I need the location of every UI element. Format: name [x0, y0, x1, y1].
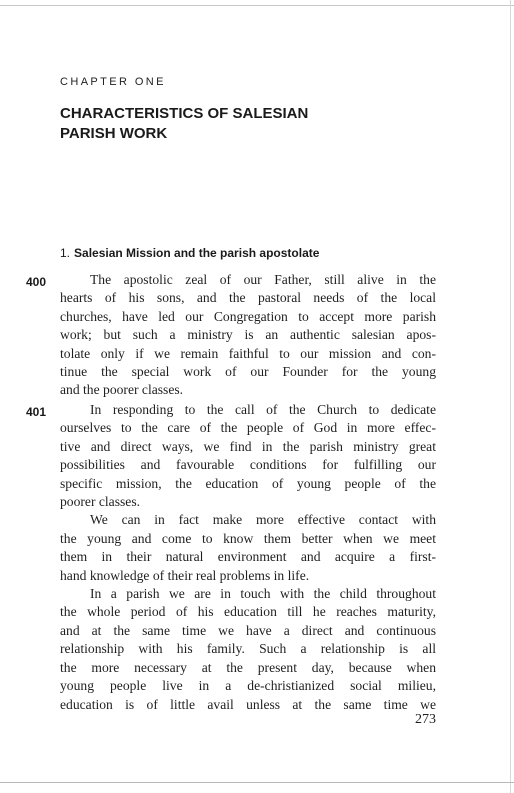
text-line: and the poorer classes.	[60, 382, 184, 398]
chapter-title-line: CHARACTERISTICS OF SALESIAN	[60, 105, 309, 122]
text-line: hearts of his sons, and the pastoral needs of the local	[60, 290, 436, 306]
section-title: Salesian Mission and the parish apostolate	[74, 246, 320, 260]
text-line: relationship with his family. Such a relationship is all	[60, 641, 436, 657]
text-line: In a parish we are in touch with the child throughout	[90, 586, 436, 602]
paragraph-401	[60, 401, 436, 714]
paragraph-number: 401	[26, 405, 47, 419]
text-line: poorer classes.	[60, 494, 141, 510]
paragraph-400	[60, 271, 436, 400]
text-line: In responding to the call of the Church to dedicate	[90, 402, 436, 417]
page-number: 273	[415, 712, 436, 727]
text-line: churches, have led our Congregation to accept more parish	[60, 308, 436, 324]
text-line: ourselves to the care of the people of God in more effec-	[60, 420, 436, 436]
text-line: work; but such a ministry is an authentic salesian apos-	[60, 327, 436, 343]
text-line: possibilities and favourable conditions for fulfilling our	[60, 457, 436, 473]
page-right-edge	[510, 0, 511, 793]
text-line: specific mission, the education of young people of the	[60, 475, 436, 491]
text-line: hand knowledge of their real problems in life.	[60, 567, 310, 583]
text-line: tolate only if we remain faithful to our mission and con-	[60, 345, 436, 361]
paragraph-number: 400	[26, 275, 47, 289]
text-line: them in their natural environment and acquire a first-	[60, 549, 436, 565]
chapter-label: CHAPTER ONE	[60, 76, 166, 88]
text-line: the young and come to know them better when we meet	[60, 530, 436, 546]
text-line: tinue the special work of our Founder for the young	[60, 364, 436, 380]
page-bottom-edge	[0, 782, 514, 783]
chapter-title	[60, 104, 440, 144]
text-line: young people live in a de-christianized social milieu,	[60, 678, 436, 694]
text-line: We can in fact make more effective contact with	[90, 512, 436, 528]
chapter-title-line: PARISH WORK	[60, 125, 168, 142]
text-line: The apostolic zeal of our Father, still alive in the	[90, 272, 436, 287]
text-line: education is of little avail unless at the same time we	[60, 696, 436, 712]
text-line: and at the same time we have a direct and continuous	[60, 622, 436, 638]
page-top-edge	[0, 0, 514, 6]
text-line: the whole period of his education till he reaches maturity,	[60, 604, 436, 620]
text-line: tive and direct ways, we find in the parish ministry great	[60, 438, 436, 454]
section-heading	[60, 246, 319, 260]
text-line: the more necessary at the present day, because when	[60, 659, 436, 675]
section-number: 1.	[60, 246, 71, 260]
